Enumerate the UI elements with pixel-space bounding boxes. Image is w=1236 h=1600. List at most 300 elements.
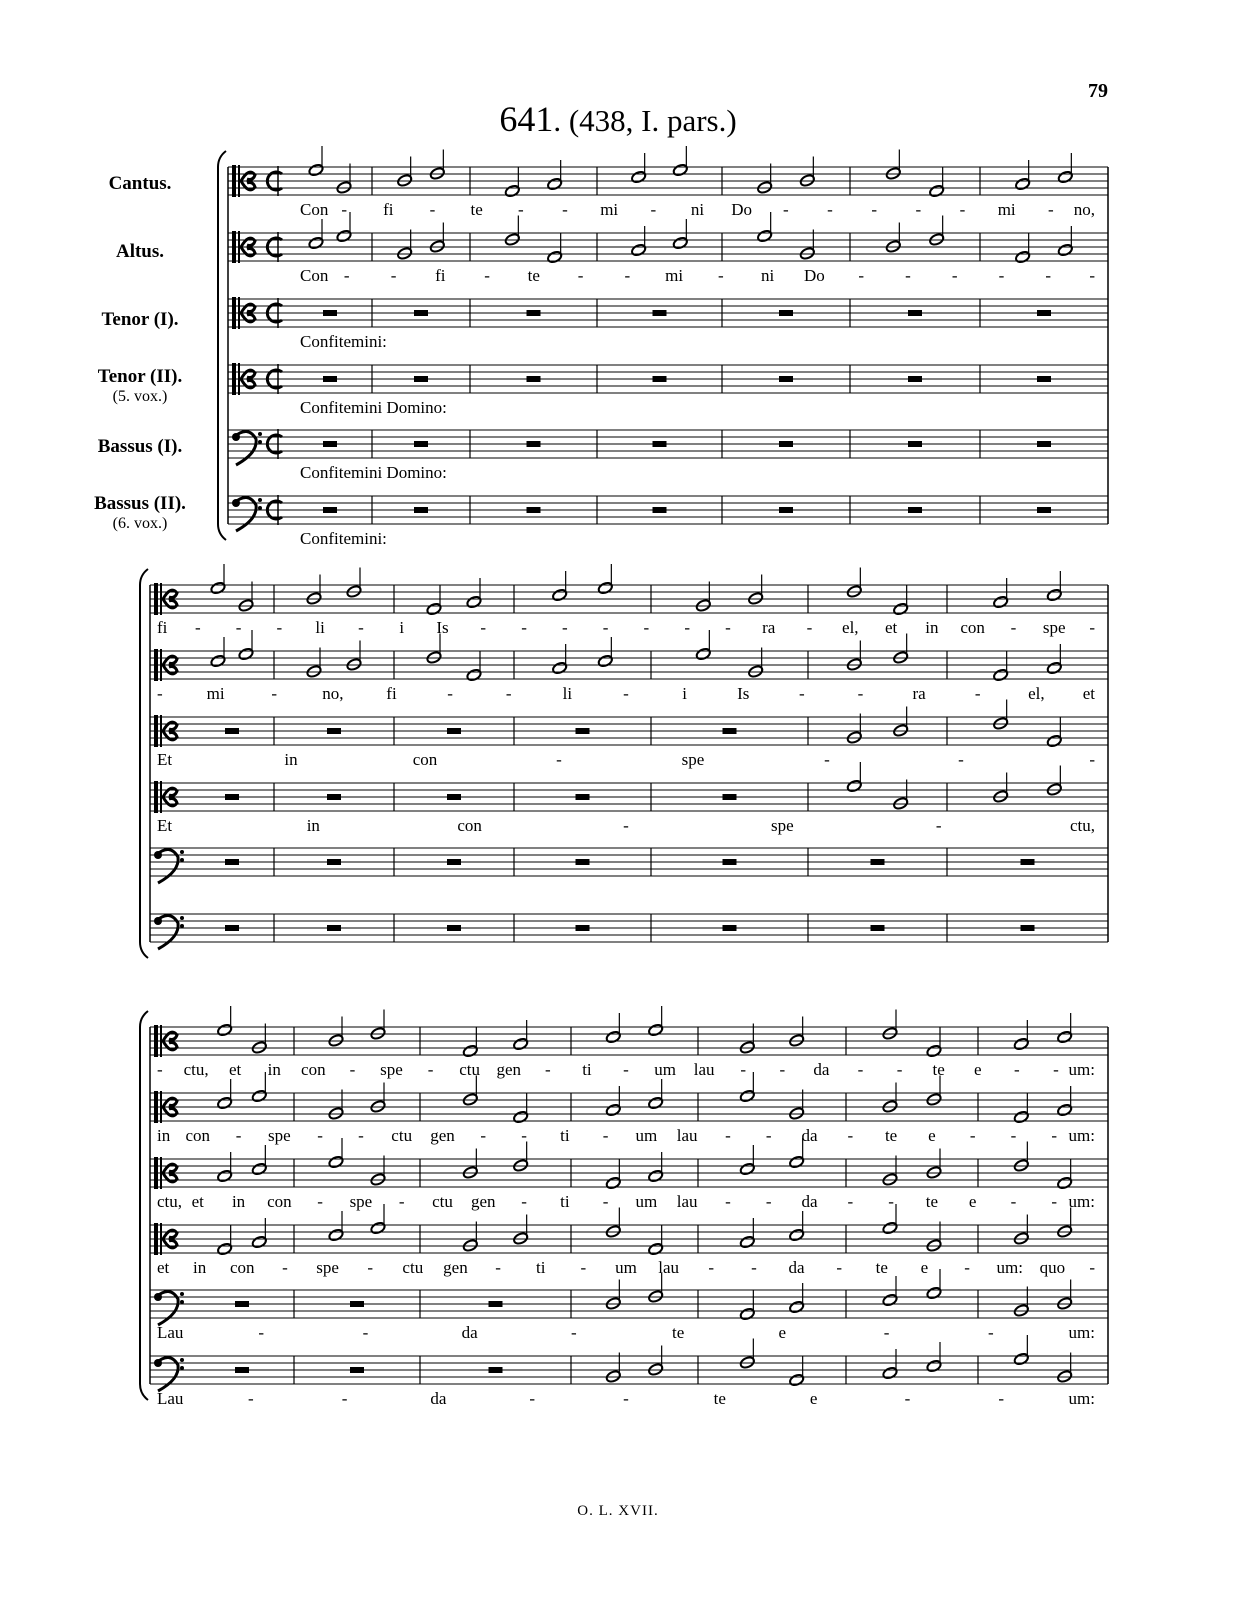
lyric-syllable: - xyxy=(427,1060,434,1079)
whole-rest xyxy=(908,310,922,316)
c-clef-icon xyxy=(238,231,240,263)
lyric-syllable: et xyxy=(884,618,898,637)
lyric-syllable: lau xyxy=(693,1060,715,1079)
c-clef-icon xyxy=(160,1223,162,1255)
lyric-syllable: no, xyxy=(322,684,344,703)
lyric-syllable: te xyxy=(884,1126,898,1145)
lyric-syllable: - xyxy=(561,618,568,637)
whole-rest xyxy=(723,925,737,931)
lyric-syllable: - xyxy=(998,266,1005,285)
f-clef-icon xyxy=(232,499,240,507)
lyric-syllable: quo xyxy=(1039,1258,1066,1277)
c-clef-icon xyxy=(154,1091,158,1123)
lyric-syllable: et xyxy=(1082,684,1095,703)
whole-rest xyxy=(327,925,341,931)
lyric-syllable: - xyxy=(1051,1126,1058,1145)
lyric-syllable: da xyxy=(813,1060,830,1079)
lyric-syllable: - xyxy=(480,1126,487,1145)
lyric-syllable: - xyxy=(935,816,942,835)
lyric-syllable: fi xyxy=(435,266,446,285)
lyric-syllable: um xyxy=(615,1258,637,1277)
lyric-syllable: - xyxy=(1089,1258,1095,1277)
lyric-syllable: con xyxy=(457,816,482,835)
lyric-syllable: - xyxy=(580,1258,587,1277)
lyric-syllable: in xyxy=(306,816,320,835)
f-clef-icon xyxy=(154,1293,162,1301)
lyric-syllable: spe xyxy=(268,1126,291,1145)
lyric-syllable: - xyxy=(799,684,805,703)
lyric-syllable: e xyxy=(968,1192,977,1211)
lyric-syllable: - xyxy=(341,1389,348,1408)
lyric-syllable: - xyxy=(1053,1060,1059,1079)
lyric-syllable: - xyxy=(495,1258,501,1277)
lyric-syllable: Do xyxy=(804,266,825,285)
page-number: 79 xyxy=(1088,80,1108,102)
lyric-syllable: - xyxy=(779,1060,786,1079)
voice-label-tenor-1: Tenor (I). xyxy=(101,309,179,330)
lyric-syllable: gen xyxy=(430,1126,455,1145)
lyric-syllable: da xyxy=(801,1126,818,1145)
whole-rest xyxy=(225,859,239,865)
c-clef-icon xyxy=(160,1091,162,1123)
c-clef-icon xyxy=(160,583,162,615)
whole-rest xyxy=(723,728,737,734)
lyric-syllable: um xyxy=(635,1192,658,1211)
lyric-syllable: te xyxy=(713,1389,726,1408)
lyric-syllable: - xyxy=(858,266,865,285)
lyric-syllable: - xyxy=(824,750,830,769)
c-clef-icon xyxy=(238,363,240,395)
f-clef-dot xyxy=(258,432,262,436)
lyric-syllable: um: xyxy=(1068,1060,1095,1079)
f-clef-dot xyxy=(180,858,184,862)
lyric-syllable: Lau xyxy=(157,1389,184,1408)
f-clef-dot xyxy=(180,1300,184,1304)
lyric-syllable: - xyxy=(871,200,878,219)
f-clef-dot xyxy=(180,1292,184,1296)
f-clef-dot xyxy=(180,850,184,854)
lyric-syllable: Confitemini Domino: xyxy=(300,398,447,417)
lyric-syllable: in xyxy=(157,1126,171,1145)
lyric-syllable: mi xyxy=(600,200,619,219)
lyric-syllable: spe xyxy=(1042,618,1066,637)
lyric-syllable: Et xyxy=(157,816,173,835)
lyric-syllable: te xyxy=(925,1192,939,1211)
whole-rest xyxy=(447,728,461,734)
lyric-syllable: spe xyxy=(316,1258,339,1277)
lyric-syllable: - xyxy=(969,1126,976,1145)
f-clef-icon xyxy=(232,433,240,441)
whole-rest xyxy=(908,507,922,513)
lyric-syllable: - xyxy=(602,1192,609,1211)
lyric-syllable: - xyxy=(529,1389,536,1408)
lyric-syllable: lau xyxy=(676,1126,698,1145)
whole-rest xyxy=(414,441,428,447)
whole-rest xyxy=(653,376,667,382)
whole-rest xyxy=(779,441,793,447)
lyric-syllable: con xyxy=(229,1258,255,1277)
whole-rest xyxy=(327,794,341,800)
lyric-syllable: - xyxy=(358,618,364,637)
whole-rest xyxy=(225,925,239,931)
whole-rest xyxy=(723,794,737,800)
f-clef-icon xyxy=(154,851,162,859)
lyric-syllable: fi xyxy=(386,684,397,703)
lyric-syllable: - xyxy=(684,618,691,637)
lyric-syllable: ctu xyxy=(459,1060,481,1079)
f-clef-dot xyxy=(258,506,262,510)
lyric-syllable: um: xyxy=(1068,1389,1095,1408)
lyric-syllable: ctu, xyxy=(183,1060,209,1079)
lyric-syllable: el, xyxy=(842,618,859,637)
whole-rest xyxy=(653,441,667,447)
lyric-syllable: ni xyxy=(761,266,775,285)
lyric-syllable: da xyxy=(430,1389,447,1408)
whole-rest xyxy=(527,507,541,513)
lyric-syllable: lau xyxy=(658,1258,680,1277)
lyric-syllable: gen xyxy=(470,1192,496,1211)
lyric-syllable: - xyxy=(317,1192,323,1211)
c-clef-icon xyxy=(154,649,158,681)
lyric-syllable: lau xyxy=(676,1192,698,1211)
lyric-syllable: - xyxy=(765,1192,772,1211)
lyric-syllable: - xyxy=(958,750,964,769)
lyric-syllable: mi xyxy=(665,266,684,285)
lyric-syllable: - xyxy=(827,200,833,219)
lyric-syllable: - xyxy=(602,618,609,637)
lyric-syllable: e xyxy=(778,1323,787,1342)
f-clef-dot xyxy=(180,924,184,928)
lyric-syllable: te xyxy=(875,1258,888,1277)
whole-rest xyxy=(871,925,885,931)
lyric-syllable: ctu xyxy=(432,1192,453,1211)
lyric-syllable: - xyxy=(1010,618,1017,637)
lyric-syllable: - xyxy=(623,1060,629,1079)
c-clef-icon xyxy=(160,649,162,681)
lyric-syllable: - xyxy=(602,1126,609,1145)
lyric-syllable: um xyxy=(654,1060,676,1079)
whole-rest xyxy=(1037,507,1051,513)
lyric-syllable: - xyxy=(974,684,981,703)
lyric-syllable: - xyxy=(708,1258,715,1277)
whole-rest xyxy=(908,441,922,447)
system-bracket xyxy=(218,151,226,540)
f-clef-dot xyxy=(180,1366,184,1370)
whole-rest xyxy=(527,310,541,316)
lyric-syllable: no, xyxy=(1073,200,1095,219)
whole-rest xyxy=(576,728,590,734)
whole-rest xyxy=(1021,925,1035,931)
c-clef-icon xyxy=(154,583,158,615)
lyric-syllable: con xyxy=(267,1192,292,1211)
lyric-syllable: - xyxy=(480,618,487,637)
lyric-syllable: - xyxy=(429,200,436,219)
whole-rest xyxy=(327,728,341,734)
lyric-syllable: mi xyxy=(997,200,1016,219)
whole-rest xyxy=(779,310,793,316)
lyric-syllable: Con xyxy=(300,200,329,219)
whole-rest xyxy=(350,1367,364,1373)
whole-rest xyxy=(447,794,461,800)
lyric-syllable: - xyxy=(650,200,657,219)
lyric-syllable: - xyxy=(951,266,958,285)
lyric-syllable: - xyxy=(358,1126,364,1145)
lyric-syllable: - xyxy=(157,1060,163,1079)
whole-rest xyxy=(653,507,667,513)
voice-label-bassus-1: Bassus (I). xyxy=(97,436,183,457)
whole-rest xyxy=(323,507,337,513)
lyric-syllable: in xyxy=(284,750,298,769)
lyric-syllable: - xyxy=(751,1258,757,1277)
c-clef-icon xyxy=(232,297,236,329)
lyric-syllable: - xyxy=(157,684,163,703)
lyric-syllable: spe xyxy=(380,1060,403,1079)
lyric-syllable: - xyxy=(964,1258,970,1277)
whole-rest xyxy=(235,1367,249,1373)
f-clef-icon xyxy=(154,1359,162,1367)
lyric-syllable: ti xyxy=(560,1192,570,1211)
lyric-syllable: ni xyxy=(690,200,705,219)
lyric-syllable: ctu xyxy=(402,1258,424,1277)
whole-rest xyxy=(576,925,590,931)
lyric-syllable: - xyxy=(447,684,453,703)
lyric-syllable: ra xyxy=(762,618,776,637)
lyric-syllable: - xyxy=(349,1060,356,1079)
lyric-syllable: - xyxy=(725,1126,731,1145)
lyric-syllable: con xyxy=(301,1060,326,1079)
lyric-syllable: - xyxy=(235,618,242,637)
lyric-syllable: da xyxy=(801,1192,818,1211)
whole-rest xyxy=(225,728,239,734)
lyric-syllable: et xyxy=(229,1060,242,1079)
whole-rest xyxy=(489,1301,503,1307)
lyric-syllable: - xyxy=(521,1126,527,1145)
whole-rest xyxy=(653,310,667,316)
voice-label-altus: Altus. xyxy=(115,241,165,262)
lyric-syllable: - xyxy=(390,266,397,285)
lyric-syllable: Is xyxy=(737,684,750,703)
lyric-syllable: - xyxy=(1047,200,1054,219)
c-clef-icon xyxy=(160,1025,162,1057)
whole-rest xyxy=(1037,376,1051,382)
whole-rest xyxy=(489,1367,503,1373)
lyric-syllable: ctu, xyxy=(157,1192,183,1211)
lyric-syllable: Confitemini Domino: xyxy=(300,463,447,482)
lyric-syllable: gen xyxy=(496,1060,522,1079)
lyric-syllable: - xyxy=(562,200,568,219)
lyric-syllable: fi xyxy=(383,200,394,219)
whole-rest xyxy=(447,925,461,931)
lyric-syllable: li xyxy=(315,618,325,637)
lyric-syllable: - xyxy=(888,1192,894,1211)
lyric-syllable: Con xyxy=(300,266,329,285)
lyric-syllable: - xyxy=(343,266,350,285)
c-clef-icon xyxy=(160,715,162,747)
footer-mark: O. L. XVII. xyxy=(577,1503,659,1519)
lyric-syllable: - xyxy=(725,618,731,637)
lyric-syllable: te xyxy=(671,1323,685,1342)
lyric-syllable: - xyxy=(517,200,524,219)
c-clef-icon xyxy=(154,1025,158,1057)
whole-rest xyxy=(414,507,428,513)
system-bracket xyxy=(140,569,148,958)
lyric-syllable: - xyxy=(806,618,813,637)
lyric-syllable: - xyxy=(276,618,283,637)
lyric-syllable: um xyxy=(635,1126,658,1145)
c-clef-icon xyxy=(232,165,236,197)
lyric-syllable: - xyxy=(571,1323,577,1342)
lyric-syllable: i xyxy=(399,618,405,637)
c-clef-icon xyxy=(232,231,236,263)
lyric-syllable: e xyxy=(920,1258,929,1277)
lyric-syllable: mi xyxy=(206,684,225,703)
whole-rest xyxy=(723,859,737,865)
voice-label-tenor-2: Tenor (II). (5. vox.) xyxy=(97,366,183,405)
system-bracket xyxy=(140,1011,148,1400)
lyric-syllable: - xyxy=(484,266,490,285)
lyric-syllable: da xyxy=(788,1258,805,1277)
lyric-syllable: e xyxy=(809,1389,818,1408)
lyric-syllable: - xyxy=(883,1323,890,1342)
lyric-syllable: - xyxy=(1045,266,1052,285)
lyric-syllable: i xyxy=(682,684,687,703)
piece-title: 641. (438, I. pars.) xyxy=(499,99,737,139)
lyric-syllable: - xyxy=(782,200,789,219)
whole-rest xyxy=(527,376,541,382)
whole-rest xyxy=(323,441,337,447)
lyric-syllable: - xyxy=(521,1192,527,1211)
lyric-syllable: - xyxy=(521,618,527,637)
whole-rest xyxy=(225,794,239,800)
lyric-syllable: et xyxy=(191,1192,204,1211)
lyric-syllable: con xyxy=(412,750,438,769)
lyric-syllable: e xyxy=(973,1060,982,1079)
lyric-syllable: - xyxy=(987,1323,994,1342)
lyric-syllable: Confitemini: xyxy=(300,332,387,351)
lyric-syllable: e xyxy=(928,1126,936,1145)
lyric-syllable: - xyxy=(362,1323,369,1342)
lyric-syllable: - xyxy=(1010,1126,1017,1145)
lyric-syllable: - xyxy=(1010,1192,1017,1211)
c-clef-icon xyxy=(160,781,162,813)
whole-rest xyxy=(350,1301,364,1307)
lyric-syllable: ti xyxy=(536,1258,546,1277)
piece-reference: (438, I. pars.) xyxy=(568,103,737,138)
lyric-syllable: - xyxy=(271,684,278,703)
lyric-syllable: ctu, xyxy=(1069,816,1095,835)
lyric-syllable: in xyxy=(231,1192,246,1211)
lyric-syllable: - xyxy=(643,618,650,637)
lyric-syllable: - xyxy=(282,1258,288,1277)
whole-rest xyxy=(1037,441,1051,447)
c-clef-icon xyxy=(154,1223,158,1255)
whole-rest xyxy=(779,507,793,513)
whole-rest xyxy=(576,794,590,800)
lyric-syllable: Do xyxy=(731,200,753,219)
whole-rest xyxy=(779,376,793,382)
lyric-syllable: ra xyxy=(912,684,926,703)
c-clef-icon xyxy=(154,781,158,813)
lyric-syllable: ti xyxy=(582,1060,592,1079)
lyric-syllable: - xyxy=(896,1060,903,1079)
whole-rest xyxy=(908,376,922,382)
lyric-syllable: fi xyxy=(157,618,168,637)
lyric-syllable: - xyxy=(905,266,911,285)
whole-rest xyxy=(1037,310,1051,316)
lyric-syllable: - xyxy=(623,684,629,703)
lyric-syllable: um: xyxy=(1068,1323,1095,1342)
lyric-syllable: - xyxy=(740,1060,747,1079)
lyric-syllable: in xyxy=(267,1060,281,1079)
lyric-syllable: - xyxy=(623,816,629,835)
lyric-syllable: spe xyxy=(770,816,794,835)
piece-number: 641 xyxy=(499,99,554,139)
lyric-syllable: - xyxy=(624,266,631,285)
f-clef-dot xyxy=(258,498,262,502)
lyric-syllable: Is xyxy=(436,618,449,637)
lyric-syllable: li xyxy=(562,684,573,703)
lyric-syllable: - xyxy=(765,1126,772,1145)
c-clef-icon xyxy=(232,363,236,395)
whole-rest xyxy=(323,310,337,316)
c-clef-icon xyxy=(238,297,240,329)
lyric-syllable: - xyxy=(1089,266,1095,285)
lyric-syllable: - xyxy=(258,1323,265,1342)
whole-rest xyxy=(414,376,428,382)
lyric-syllable: - xyxy=(904,1389,911,1408)
f-clef-dot xyxy=(258,440,262,444)
lyric-syllable: el, xyxy=(1028,684,1045,703)
lyric-syllable: spe xyxy=(681,750,705,769)
lyric-syllable: - xyxy=(1051,1192,1058,1211)
whole-rest xyxy=(527,441,541,447)
lyric-syllable: gen xyxy=(443,1258,468,1277)
voice-label-cantus: Cantus. xyxy=(108,173,172,194)
c-clef-icon xyxy=(238,165,240,197)
lyric-syllable: - xyxy=(505,684,512,703)
lyric-syllable: - xyxy=(915,200,922,219)
lyric-syllable: - xyxy=(847,1192,854,1211)
lyric-syllable: - xyxy=(847,1126,854,1145)
lyric-syllable: - xyxy=(194,618,201,637)
lyric-syllable: - xyxy=(341,200,348,219)
whole-rest xyxy=(576,859,590,865)
lyric-syllable: spe xyxy=(349,1192,373,1211)
lyric-syllable: - xyxy=(718,266,724,285)
lyric-syllable: - xyxy=(367,1258,374,1277)
whole-rest xyxy=(323,376,337,382)
lyric-syllable: - xyxy=(1089,618,1095,637)
lyric-syllable: te xyxy=(932,1060,945,1079)
lyric-syllable: ctu xyxy=(391,1126,413,1145)
lyric-syllable: - xyxy=(317,1126,323,1145)
f-clef-dot xyxy=(180,1358,184,1362)
whole-rest xyxy=(447,859,461,865)
f-clef-icon xyxy=(154,917,162,925)
lyric-syllable: Et xyxy=(157,750,173,769)
lyric-syllable: et xyxy=(157,1258,170,1277)
lyric-syllable: con xyxy=(185,1126,211,1145)
lyric-syllable: - xyxy=(725,1192,731,1211)
whole-rest xyxy=(327,859,341,865)
lyric-syllable: um: xyxy=(1068,1126,1095,1145)
lyric-syllable: - xyxy=(247,1389,254,1408)
whole-rest xyxy=(1021,859,1035,865)
c-clef-icon xyxy=(154,1157,158,1189)
whole-rest xyxy=(235,1301,249,1307)
lyric-syllable: Lau xyxy=(157,1323,184,1342)
lyric-syllable: da xyxy=(461,1323,478,1342)
